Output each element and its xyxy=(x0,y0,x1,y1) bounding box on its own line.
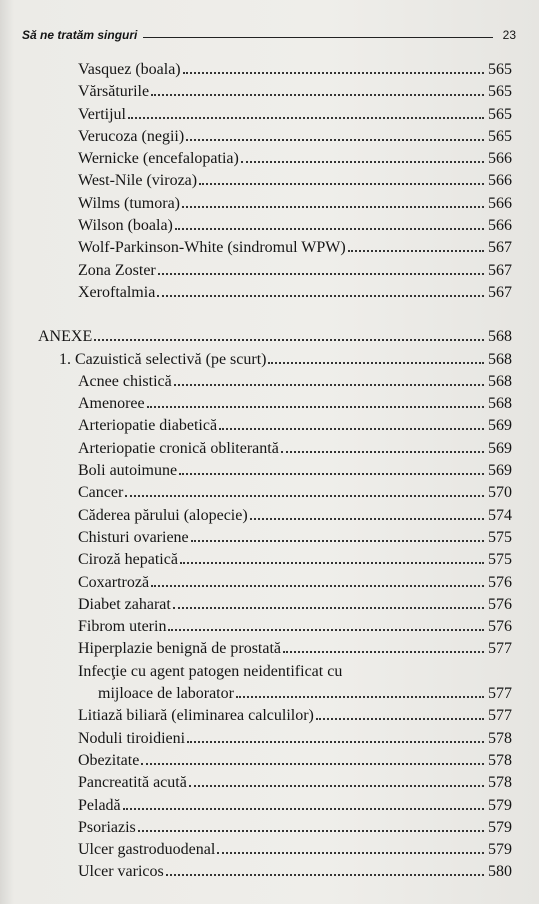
dot-leader xyxy=(141,763,484,765)
dot-leader xyxy=(241,161,484,163)
toc-section-label: ANEXE xyxy=(38,328,93,346)
toc-entry-page: 568 xyxy=(488,372,512,390)
toc-entry xyxy=(0,795,539,817)
toc-entry-label: Boli autoimune xyxy=(78,462,178,480)
toc-entry xyxy=(0,638,539,660)
toc-entry xyxy=(0,193,539,215)
toc-entry xyxy=(0,482,539,504)
toc-subsection-page: 568 xyxy=(488,350,512,368)
toc-entry-page: 565 xyxy=(488,105,512,123)
toc-entry xyxy=(0,728,539,750)
toc-entry-wrapped-line1 xyxy=(0,661,539,683)
dot-leader xyxy=(138,830,484,832)
dot-leader xyxy=(191,540,484,542)
toc-entry-page: 580 xyxy=(488,863,512,881)
toc-entry-page: 575 xyxy=(488,551,512,569)
header-rule xyxy=(143,37,492,38)
toc-entry xyxy=(0,81,539,103)
toc-subsection-label: 1. Cazuistică selectivă (pe scurt) xyxy=(59,350,267,368)
dot-leader xyxy=(182,206,484,208)
dot-leader xyxy=(187,741,484,743)
toc-section-page: 568 xyxy=(488,328,512,346)
toc-entry-label: Litiază biliară (eliminarea calculilor) xyxy=(78,707,314,725)
dot-leader xyxy=(166,874,484,876)
toc-entry-page: 577 xyxy=(488,640,512,658)
toc-entry-label: Hiperplazie benignă de prostată xyxy=(78,640,282,658)
toc-entry-label: Vasquez (boala) xyxy=(78,61,181,78)
dot-leader xyxy=(128,117,484,119)
dot-leader xyxy=(125,495,484,497)
dot-leader xyxy=(186,139,484,141)
running-header xyxy=(22,22,516,42)
dot-leader xyxy=(158,273,484,275)
toc-entry-label-continued: mijloace de laborator xyxy=(98,685,234,703)
toc-entry xyxy=(0,861,539,883)
toc-entry xyxy=(0,460,539,482)
toc-entry-label: Fibrom uterin xyxy=(78,618,167,636)
toc-entry-label: Infecţie cu agent patogen neidentificat cu xyxy=(78,662,343,680)
dot-leader xyxy=(268,362,484,364)
toc-entry xyxy=(0,126,539,148)
toc-entry-page: 566 xyxy=(488,150,512,168)
dot-leader xyxy=(180,562,484,564)
toc-entry xyxy=(0,393,539,415)
section-gap xyxy=(0,304,539,326)
toc-entry-page: 569 xyxy=(488,417,512,435)
toc-entry-label: Noduli tiroidieni xyxy=(78,729,186,747)
toc-entry-page: 567 xyxy=(488,261,512,279)
toc-entry-label: West-Nile (viroza) xyxy=(78,172,198,190)
toc-entry-page: 576 xyxy=(488,595,512,613)
toc-entry-label: Peladă xyxy=(78,796,121,814)
toc-entry xyxy=(0,170,539,192)
toc-entry xyxy=(0,705,539,727)
dot-leader xyxy=(179,473,484,475)
toc-entry-page: 577 xyxy=(488,707,512,725)
dot-leader xyxy=(175,228,484,230)
dot-leader xyxy=(151,585,484,587)
toc-entry xyxy=(0,572,539,594)
toc-entry-label: Pancreatită acută xyxy=(78,774,187,792)
dot-leader xyxy=(199,183,484,185)
toc-entry xyxy=(0,415,539,437)
toc-entry xyxy=(0,505,539,527)
toc-entry-label: Vărsăturile xyxy=(78,83,150,101)
toc-entry xyxy=(0,104,539,126)
toc-entry-label: Amenoree xyxy=(78,395,145,413)
toc-entry-page: 568 xyxy=(488,395,512,413)
dot-leader xyxy=(281,451,484,453)
toc-entry-label: Ulcer gastroduodenal xyxy=(78,841,216,859)
toc-entry-label: Ulcer varicos xyxy=(78,863,164,881)
toc-entry-page: 578 xyxy=(488,774,512,792)
toc-entry-page: 579 xyxy=(488,796,512,814)
toc-entry-label: Wolf-Parkinson-White (sindromul WPW) xyxy=(78,239,346,257)
toc-entry-label: Wernicke (encefalopatia) xyxy=(78,150,239,168)
toc-entry-page: 565 xyxy=(488,61,512,78)
toc-entry-label: Cancer xyxy=(78,484,124,502)
toc-entry xyxy=(0,371,539,393)
dot-leader xyxy=(147,406,484,408)
toc-entry-page: 569 xyxy=(488,462,512,480)
toc-entry-label: Zona Zoster xyxy=(78,261,156,279)
toc-entry-page: 565 xyxy=(488,83,512,101)
toc-entry xyxy=(0,260,539,282)
toc-entry-page: 579 xyxy=(488,818,512,836)
toc-entry xyxy=(0,817,539,839)
toc-entry-label: Diabet zaharat xyxy=(78,595,171,613)
toc-entry-label: Coxartroză xyxy=(78,573,150,591)
toc-entry xyxy=(0,839,539,861)
toc-entry xyxy=(0,772,539,794)
toc-entry-wrapped-line2 xyxy=(0,683,539,705)
dot-leader xyxy=(219,428,484,430)
toc-entry xyxy=(0,750,539,772)
toc-entry xyxy=(0,282,539,304)
dot-leader xyxy=(348,250,484,252)
dot-leader xyxy=(157,295,484,297)
toc-entry-label: Chisturi ovariene xyxy=(78,528,189,546)
toc-entry-label: Xeroftalmia xyxy=(78,283,156,301)
toc-entry-label: Arteriopatie diabetică xyxy=(78,417,218,435)
dot-leader xyxy=(173,607,484,609)
dot-leader xyxy=(217,852,484,854)
toc-entry-page: 579 xyxy=(488,841,512,859)
toc-entry-page: 565 xyxy=(488,127,512,145)
toc-entry-page: 567 xyxy=(488,283,512,301)
toc-entry-label: Psoriazis xyxy=(78,818,136,836)
dot-leader xyxy=(236,696,484,698)
toc-entry-page: 578 xyxy=(488,729,512,747)
toc-entry-page: 567 xyxy=(488,239,512,257)
toc-entry-page: 577 xyxy=(488,685,512,703)
toc-entry-label: Arteriopatie cronică obliterantă xyxy=(78,439,279,457)
dot-leader xyxy=(316,718,484,720)
dot-leader xyxy=(283,651,484,653)
toc-entry xyxy=(0,527,539,549)
toc-entry-label: Wilson (boala) xyxy=(78,217,173,235)
dot-leader xyxy=(174,384,484,386)
dot-leader xyxy=(189,785,484,787)
toc-entry-page: 575 xyxy=(488,528,512,546)
toc-entry-page: 576 xyxy=(488,573,512,591)
toc-section-anexe xyxy=(0,326,539,348)
toc-entry xyxy=(0,148,539,170)
toc-entry-page: 566 xyxy=(488,172,512,190)
running-title: Să ne tratăm singuri xyxy=(22,28,138,42)
dot-leader xyxy=(250,518,484,520)
toc-entry-page: 578 xyxy=(488,751,512,769)
toc-entry xyxy=(0,616,539,638)
toc-entry xyxy=(0,594,539,616)
toc-entry xyxy=(0,215,539,237)
toc-entry-label: Verucoza (negii) xyxy=(78,127,185,145)
toc-entry-label: Căderea părului (alopecie) xyxy=(78,506,248,524)
page-number: 23 xyxy=(502,28,516,42)
toc-entry-label: Wilms (tumora) xyxy=(78,194,180,212)
toc-entry-page: 570 xyxy=(488,484,512,502)
dot-leader xyxy=(168,629,484,631)
toc-entry-label: Ciroză hepatică xyxy=(78,551,178,569)
table-of-contents xyxy=(0,59,539,884)
dot-leader xyxy=(151,94,484,96)
dot-leader xyxy=(123,808,484,810)
toc-entry xyxy=(0,438,539,460)
toc-entry-label: Obezitate xyxy=(78,751,140,769)
toc-entry xyxy=(0,237,539,259)
toc-entry-page: 566 xyxy=(488,194,512,212)
toc-entry-page: 576 xyxy=(488,618,512,636)
toc-entry-page: 569 xyxy=(488,439,512,457)
toc-entry-page: 566 xyxy=(488,217,512,235)
toc-entry-label: Acnee chistică xyxy=(78,372,172,390)
toc-entry-page: 574 xyxy=(488,506,512,524)
toc-entry-label: Vertijul xyxy=(78,105,126,123)
dot-leader xyxy=(94,339,484,341)
toc-entry xyxy=(0,59,539,81)
toc-subsection xyxy=(0,349,539,371)
dot-leader xyxy=(183,72,484,74)
toc-entry xyxy=(0,549,539,571)
